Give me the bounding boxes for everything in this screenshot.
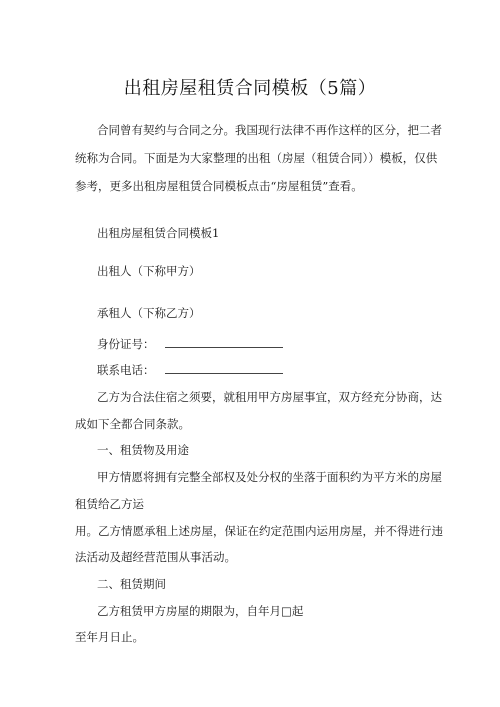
lessee-label: 承租人（下称乙方） [97, 306, 201, 320]
phone-row [97, 362, 283, 378]
id-number-blank [165, 336, 283, 348]
phone-blank [165, 362, 283, 374]
id-number-label: 身份证号： [97, 337, 155, 351]
lessor-label: 出租人（下称甲方） [97, 264, 201, 278]
phone-label: 联系电话： [97, 363, 155, 377]
agreement-line-2: 成如下全都合同条款。 [75, 417, 190, 431]
clause2-line-1: 乙方租赁甲方房屋的期限为，自年月□起 [97, 604, 304, 618]
intro-line-3: 参考，更多出租房屋租赁合同模板点击“房屋租赁”查看。 [75, 179, 363, 193]
clause2-line-2: 至年月日止。 [75, 630, 144, 644]
section-title: 出租房屋租赁合同模板1 [97, 226, 220, 240]
clause2-heading: 二、租赁期间 [97, 577, 166, 591]
id-number-row [97, 336, 283, 352]
clause1-line-1: 甲方情愿将拥有完整全部权及处分权的坐落于面积约为平方米的房屋 [97, 470, 442, 484]
intro-line-1: 合同曾有契约与合同之分。我国现行法律不再作这样的区分，把二者 [97, 123, 442, 137]
clause1-line-3: 用。乙方情愿承租上述房屋，保证在约定范围内运用房屋，并不得进行违 [75, 524, 443, 538]
intro-line-2: 统称为合同。下面是为大家整理的出租（房屋（租赁合同））模板，仅供 [75, 151, 438, 165]
clause1-line-4: 法活动及超经营范围从事活动。 [75, 550, 236, 564]
clause1-line-2: 租赁给乙方运 [75, 497, 144, 511]
clause1-heading: 一、租赁物及用途 [97, 443, 189, 457]
agreement-line-1: 乙方为合法住宿之须要，就租用甲方房屋事宜，双方经充分协商，达 [97, 390, 442, 404]
document-title: 出租房屋租赁合同模板（5篇） [123, 78, 377, 99]
